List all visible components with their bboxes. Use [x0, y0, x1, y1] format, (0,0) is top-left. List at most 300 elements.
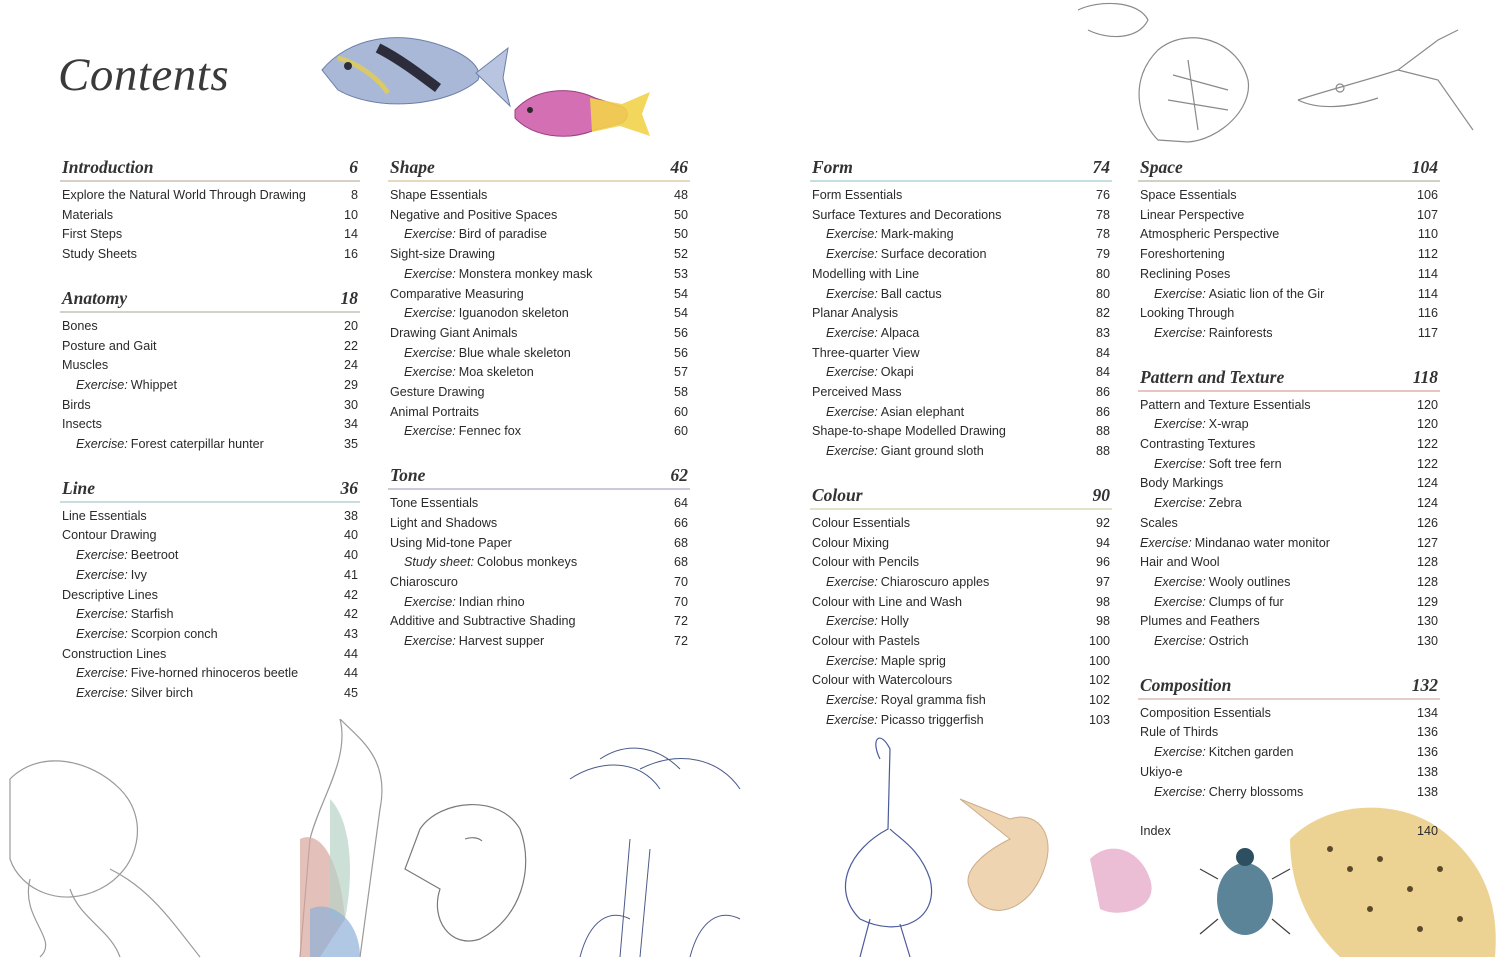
toc-entry[interactable] [388, 494, 690, 514]
entry-title: Materials [62, 207, 114, 222]
toc-entry[interactable] [60, 225, 360, 245]
entry-label [1140, 304, 1234, 324]
section-heading[interactable] [810, 154, 1112, 182]
toc-entry[interactable] [1138, 245, 1440, 265]
section-heading[interactable] [388, 462, 690, 490]
toc-entry[interactable] [1138, 553, 1440, 573]
entry-title: Shape-to-shape Modelled Drawing [812, 424, 1006, 439]
toc-entry[interactable] [810, 652, 1112, 672]
entry-label [404, 593, 525, 613]
toc-entry[interactable] [810, 206, 1112, 226]
entry-label [812, 344, 920, 364]
entry-page-number: 84 [1095, 345, 1110, 360]
toc-entry[interactable] [388, 186, 690, 206]
toc-entry[interactable] [810, 573, 1112, 593]
entry-title: Explore the Natural World Through Drawing [62, 188, 306, 202]
entry-prefix: Exercise: [826, 712, 878, 727]
entry-label [62, 586, 158, 606]
toc-entry[interactable] [1138, 435, 1440, 455]
triggerfish-illustration [318, 18, 518, 118]
toc-entry[interactable] [388, 422, 690, 442]
contents-column-4 [1138, 154, 1440, 842]
entry-label [62, 317, 98, 337]
entry-prefix: Exercise: [826, 286, 878, 301]
entry-page-number: 126 [1416, 515, 1438, 530]
entry-prefix: Exercise: [76, 548, 128, 563]
entry-page-number: 68 [673, 555, 688, 570]
entry-title: Colour with Pencils [812, 555, 920, 570]
entry-label [812, 632, 920, 652]
entry-page-number: 66 [673, 515, 688, 530]
entry-label [404, 225, 547, 245]
toc-section [60, 285, 360, 455]
toc-entry[interactable] [1138, 324, 1440, 344]
entry-label [390, 494, 478, 514]
entry-title: Tone Essentials [390, 496, 479, 511]
toc-entry[interactable] [1138, 743, 1440, 763]
entry-title: Rule of Thirds [1140, 725, 1219, 740]
entry-label [826, 612, 909, 632]
entry-label [390, 573, 458, 593]
entry-prefix: Exercise: [76, 607, 128, 622]
entry-prefix: Exercise: [404, 424, 456, 439]
entry-prefix: Exercise: [1154, 594, 1206, 609]
toc-entry[interactable] [388, 344, 690, 364]
entry-page-number: 60 [673, 404, 688, 419]
toc-entry[interactable] [1138, 304, 1440, 324]
entry-title: Posture and Gait [62, 338, 157, 353]
entry-title: Whippet [130, 377, 177, 392]
toc-entry[interactable] [810, 422, 1112, 442]
entry-title: Looking Through [1140, 306, 1235, 321]
toc-entry[interactable] [810, 285, 1112, 305]
toc-entry[interactable] [388, 534, 690, 554]
entry-title: Hair and Wool [1140, 555, 1220, 570]
entry-label [390, 383, 485, 403]
entry-label [62, 645, 166, 665]
entry-prefix: Exercise: [76, 626, 128, 641]
entry-prefix: Exercise: [1154, 325, 1206, 340]
toc-entry[interactable] [810, 711, 1112, 731]
entry-label [76, 376, 177, 396]
entry-label [812, 265, 919, 285]
entry-label [62, 396, 91, 416]
entry-page-number: 53 [673, 266, 688, 281]
section-heading[interactable] [1138, 672, 1440, 700]
entry-title: Scorpion conch [130, 626, 218, 641]
toc-section [60, 475, 360, 704]
page-title: Contents [58, 49, 230, 101]
toc-entry[interactable] [388, 383, 690, 403]
entry-title: Okapi [880, 365, 914, 380]
entry-title: Iguanodon skeleton [458, 306, 569, 321]
entry-page-number: 124 [1416, 496, 1438, 511]
entry-label [826, 363, 914, 383]
entry-prefix: Exercise: [826, 325, 878, 340]
toc-entry[interactable] [388, 245, 690, 265]
entry-title: Forest caterpillar hunter [130, 437, 264, 452]
toc-entry[interactable] [60, 245, 360, 265]
toc-entry[interactable] [388, 514, 690, 534]
entry-title: Ivy [130, 567, 147, 582]
section-heading[interactable] [1138, 364, 1440, 392]
entry-title: Surface decoration [880, 247, 987, 262]
entry-page-number: 42 [343, 607, 358, 622]
toc-section [388, 462, 690, 652]
toc-entry[interactable] [60, 586, 360, 606]
toc-entry[interactable] [388, 225, 690, 245]
index-entry[interactable] [1138, 822, 1440, 842]
entry-prefix: Exercise: [76, 666, 128, 681]
entry-page-number: 96 [1095, 555, 1110, 570]
entry-page-number: 22 [343, 338, 358, 353]
section-heading[interactable] [60, 475, 360, 503]
toc-entry[interactable] [1138, 474, 1440, 494]
toc-entry[interactable] [1138, 285, 1440, 305]
entry-label [390, 285, 524, 305]
entry-page-number: 98 [1095, 594, 1110, 609]
entry-title: Scales [1140, 515, 1178, 530]
entry-page-number: 80 [1095, 266, 1110, 281]
toc-entry[interactable] [810, 514, 1112, 534]
section-heading[interactable] [810, 482, 1112, 510]
entry-title: Shape Essentials [390, 188, 488, 202]
entry-page-number: 120 [1416, 397, 1438, 412]
entry-prefix: Exercise: [1154, 456, 1206, 471]
toc-entry[interactable] [60, 605, 360, 625]
entry-label [76, 546, 178, 566]
section-page-number: 46 [670, 157, 688, 177]
entry-label [1140, 514, 1178, 534]
entry-title: Perceived Mass [812, 385, 902, 400]
entry-prefix: Exercise: [826, 574, 878, 589]
toc-entry[interactable] [1138, 206, 1440, 226]
entry-page-number: 72 [673, 614, 688, 629]
toc-entry[interactable] [810, 632, 1112, 652]
toc-entry[interactable] [810, 403, 1112, 423]
entry-page-number: 42 [343, 587, 358, 602]
toc-entry[interactable] [810, 612, 1112, 632]
toc-entry[interactable] [810, 553, 1112, 573]
entry-label [390, 612, 576, 632]
entry-title: X-wrap [1208, 417, 1249, 432]
toc-entry[interactable] [388, 285, 690, 305]
entry-label [404, 304, 569, 324]
toc-entry[interactable] [60, 376, 360, 396]
entry-title: Chiaroscuro [390, 574, 458, 589]
toc-entry[interactable] [60, 186, 360, 206]
entry-title: Plumes and Feathers [1140, 614, 1260, 629]
entry-title: Blue whale skeleton [458, 345, 571, 360]
entry-page-number: 82 [1095, 306, 1110, 321]
toc-entry[interactable] [1138, 632, 1440, 652]
entry-page-number: 86 [1095, 385, 1110, 400]
toc-entry[interactable] [60, 526, 360, 546]
toc-entry[interactable] [1138, 573, 1440, 593]
entry-label [390, 206, 557, 226]
entry-title: Chiaroscuro apples [880, 574, 990, 589]
entry-label [76, 605, 174, 625]
entry-title: Holly [880, 614, 909, 629]
entry-label [390, 186, 487, 206]
toc-entry[interactable] [810, 593, 1112, 613]
entry-label [62, 356, 108, 376]
toc-entry[interactable] [810, 691, 1112, 711]
toc-entry[interactable] [60, 684, 360, 704]
entry-page-number: 68 [673, 535, 688, 550]
entry-label [1140, 265, 1230, 285]
section-title: Shape [390, 157, 435, 177]
entry-page-number: 45 [343, 686, 358, 701]
entry-prefix: Exercise: [404, 306, 456, 321]
entry-page-number: 44 [343, 666, 358, 681]
toc-entry[interactable] [810, 304, 1112, 324]
toc-entry[interactable] [810, 265, 1112, 285]
entry-label [62, 245, 137, 265]
toc-entry[interactable] [810, 442, 1112, 462]
toc-entry[interactable] [60, 625, 360, 645]
entry-title: Fennec fox [458, 424, 522, 439]
entry-page-number: 43 [343, 626, 358, 641]
contents-column-2 [388, 154, 690, 672]
toc-entry[interactable] [1138, 534, 1440, 554]
entry-label [1154, 593, 1284, 613]
toc-entry[interactable] [388, 363, 690, 383]
entry-page-number: 92 [1095, 515, 1110, 530]
entry-label [826, 245, 987, 265]
toc-entry[interactable] [810, 534, 1112, 554]
entry-title: Insects [62, 417, 102, 432]
entry-page-number: 8 [350, 188, 358, 202]
entry-title: Planar Analysis [812, 306, 899, 321]
section-title: Pattern and Texture [1140, 366, 1285, 387]
toc-entry[interactable] [60, 337, 360, 357]
entry-page-number: 128 [1416, 555, 1438, 570]
entry-page-number: 114 [1417, 286, 1438, 301]
entry-title: Atmospheric Perspective [1140, 227, 1280, 242]
entry-title: Royal gramma fish [880, 693, 986, 708]
entry-label [1140, 612, 1260, 632]
entry-page-number: 56 [673, 345, 688, 360]
toc-entry[interactable] [810, 324, 1112, 344]
section-heading[interactable] [388, 154, 690, 182]
entry-title: Drawing Giant Animals [390, 325, 518, 340]
entry-title: Composition Essentials [1140, 705, 1271, 720]
toc-entry[interactable] [1138, 415, 1440, 435]
entry-label [1140, 396, 1311, 416]
entry-title: Rainforests [1208, 325, 1273, 340]
entry-label [62, 337, 157, 357]
toc-entry[interactable] [1138, 783, 1440, 803]
toc-entry[interactable] [1138, 225, 1440, 245]
entry-title: Moa skeleton [458, 365, 534, 380]
entry-page-number: 122 [1416, 456, 1438, 471]
entry-prefix: Exercise: [826, 614, 878, 629]
entry-label [812, 422, 1006, 442]
entry-label [404, 265, 592, 285]
section-page-number: 18 [340, 287, 358, 308]
toc-entry[interactable] [60, 356, 360, 376]
entry-title: Study Sheets [62, 247, 137, 262]
entry-title: Reclining Poses [1140, 266, 1231, 281]
entry-page-number: 52 [673, 247, 688, 262]
section-page-number: 104 [1411, 157, 1438, 177]
entry-page-number: 100 [1088, 634, 1110, 649]
entry-title: Colour with Line and Wash [812, 594, 963, 609]
section-heading[interactable] [60, 154, 360, 182]
toc-entry[interactable] [60, 645, 360, 665]
royal-gramma-fish-illustration [510, 78, 655, 148]
entry-page-number: 136 [1416, 725, 1438, 740]
entry-label [1154, 324, 1273, 344]
entry-page-number: 84 [1095, 365, 1110, 380]
section-title: Line [62, 477, 96, 498]
toc-entry[interactable] [388, 593, 690, 613]
section-title: Form [812, 157, 853, 177]
toc-entry[interactable] [60, 664, 360, 684]
toc-entry[interactable] [1138, 514, 1440, 534]
toc-entry[interactable] [388, 403, 690, 423]
entry-title: Beetroot [130, 548, 179, 563]
toc-entry[interactable] [810, 363, 1112, 383]
entry-prefix: Exercise: [1154, 496, 1206, 511]
toc-entry[interactable] [810, 225, 1112, 245]
toc-entry[interactable] [810, 344, 1112, 364]
entry-label [812, 534, 889, 554]
toc-entry[interactable] [388, 553, 690, 573]
toc-entry[interactable] [388, 632, 690, 652]
entry-label [1140, 206, 1244, 226]
entry-label [62, 206, 113, 226]
entry-title: Bones [62, 318, 98, 333]
index-page-number: 140 [1416, 824, 1438, 839]
entry-title: Silver birch [130, 686, 194, 701]
entry-page-number: 103 [1088, 712, 1110, 727]
toc-entry[interactable] [60, 317, 360, 337]
toc-entry[interactable] [1138, 186, 1440, 206]
entry-page-number: 78 [1095, 227, 1110, 242]
entry-label [76, 625, 218, 645]
toc-entry[interactable] [388, 265, 690, 285]
toc-entry[interactable] [1138, 494, 1440, 514]
entry-title: Asian elephant [880, 404, 965, 419]
entry-page-number: 64 [673, 496, 688, 511]
toc-entry[interactable] [60, 435, 360, 455]
toc-entry[interactable] [810, 245, 1112, 265]
toc-section [60, 154, 360, 265]
entry-label [62, 507, 147, 527]
toc-entry[interactable] [1138, 396, 1440, 416]
entry-label [1140, 763, 1183, 783]
entry-title: Zebra [1208, 496, 1242, 511]
entry-title: Ostrich [1208, 634, 1249, 649]
entry-page-number: 88 [1095, 424, 1110, 439]
entry-title: Cherry blossoms [1208, 784, 1304, 799]
entry-title: Foreshortening [1140, 247, 1225, 262]
entry-prefix: Exercise: [76, 686, 128, 701]
entry-label [812, 514, 910, 534]
toc-entry[interactable] [60, 507, 360, 527]
entry-page-number: 97 [1095, 574, 1110, 589]
entry-page-number: 117 [1417, 325, 1438, 340]
toc-entry[interactable] [388, 612, 690, 632]
section-heading[interactable] [1138, 154, 1440, 182]
entry-page-number: 54 [673, 306, 688, 321]
entry-label [404, 553, 577, 573]
toc-entry[interactable] [388, 304, 690, 324]
entry-page-number: 136 [1416, 745, 1438, 760]
toc-entry[interactable] [1138, 723, 1440, 743]
toc-entry[interactable] [1138, 612, 1440, 632]
entry-page-number: 102 [1088, 693, 1110, 708]
toc-entry[interactable] [60, 546, 360, 566]
entry-prefix: Exercise: [1154, 417, 1206, 432]
entry-title: Ukiyo-e [1140, 764, 1183, 779]
section-title: Colour [812, 484, 863, 505]
entry-label [62, 415, 102, 435]
entry-prefix: Exercise: [1154, 784, 1206, 799]
toc-entry[interactable] [60, 415, 360, 435]
entry-label [812, 206, 1001, 226]
toc-entry[interactable] [1138, 593, 1440, 613]
entry-page-number: 79 [1095, 247, 1110, 262]
entry-page-number: 40 [343, 548, 358, 563]
entry-label [390, 324, 517, 344]
entry-title: Picasso triggerfish [880, 712, 984, 727]
entry-label [76, 684, 193, 704]
section-heading[interactable] [60, 285, 360, 313]
toc-entry[interactable] [810, 671, 1112, 691]
entry-page-number: 130 [1416, 634, 1438, 649]
entry-label [62, 526, 157, 546]
toc-entry[interactable] [60, 566, 360, 586]
toc-entry[interactable] [388, 206, 690, 226]
toc-entry[interactable] [388, 573, 690, 593]
entry-prefix: Exercise: [76, 377, 128, 392]
contents-column-1 [60, 154, 360, 724]
entry-page-number: 14 [343, 227, 358, 242]
toc-entry[interactable] [1138, 704, 1440, 724]
toc-entry[interactable] [60, 206, 360, 226]
entry-page-number: 50 [673, 207, 688, 222]
entry-title: Giant ground sloth [880, 444, 984, 459]
toc-entry[interactable] [810, 383, 1112, 403]
toc-entry[interactable] [388, 324, 690, 344]
entry-title: Birds [62, 397, 91, 412]
entry-label [826, 652, 946, 672]
entry-prefix: Exercise: [1154, 574, 1206, 589]
entry-label [812, 553, 919, 573]
section-page-number: 132 [1411, 674, 1438, 695]
entry-prefix: Exercise: [826, 653, 878, 668]
entry-title: Descriptive Lines [62, 587, 158, 602]
entry-label [76, 435, 264, 455]
toc-entry[interactable] [1138, 265, 1440, 285]
entry-title: Negative and Positive Spaces [390, 207, 558, 222]
entry-label [826, 442, 984, 462]
toc-entry[interactable] [60, 396, 360, 416]
toc-entry[interactable] [1138, 763, 1440, 783]
entry-page-number: 60 [673, 424, 688, 439]
toc-entry[interactable] [1138, 455, 1440, 475]
entry-page-number: 41 [343, 567, 358, 582]
entry-page-number: 76 [1095, 188, 1110, 202]
entry-label [390, 534, 512, 554]
toc-entry[interactable] [810, 186, 1112, 206]
entry-prefix: Exercise: [404, 365, 456, 380]
entry-label [1140, 186, 1237, 206]
entry-prefix: Exercise: [826, 444, 878, 459]
